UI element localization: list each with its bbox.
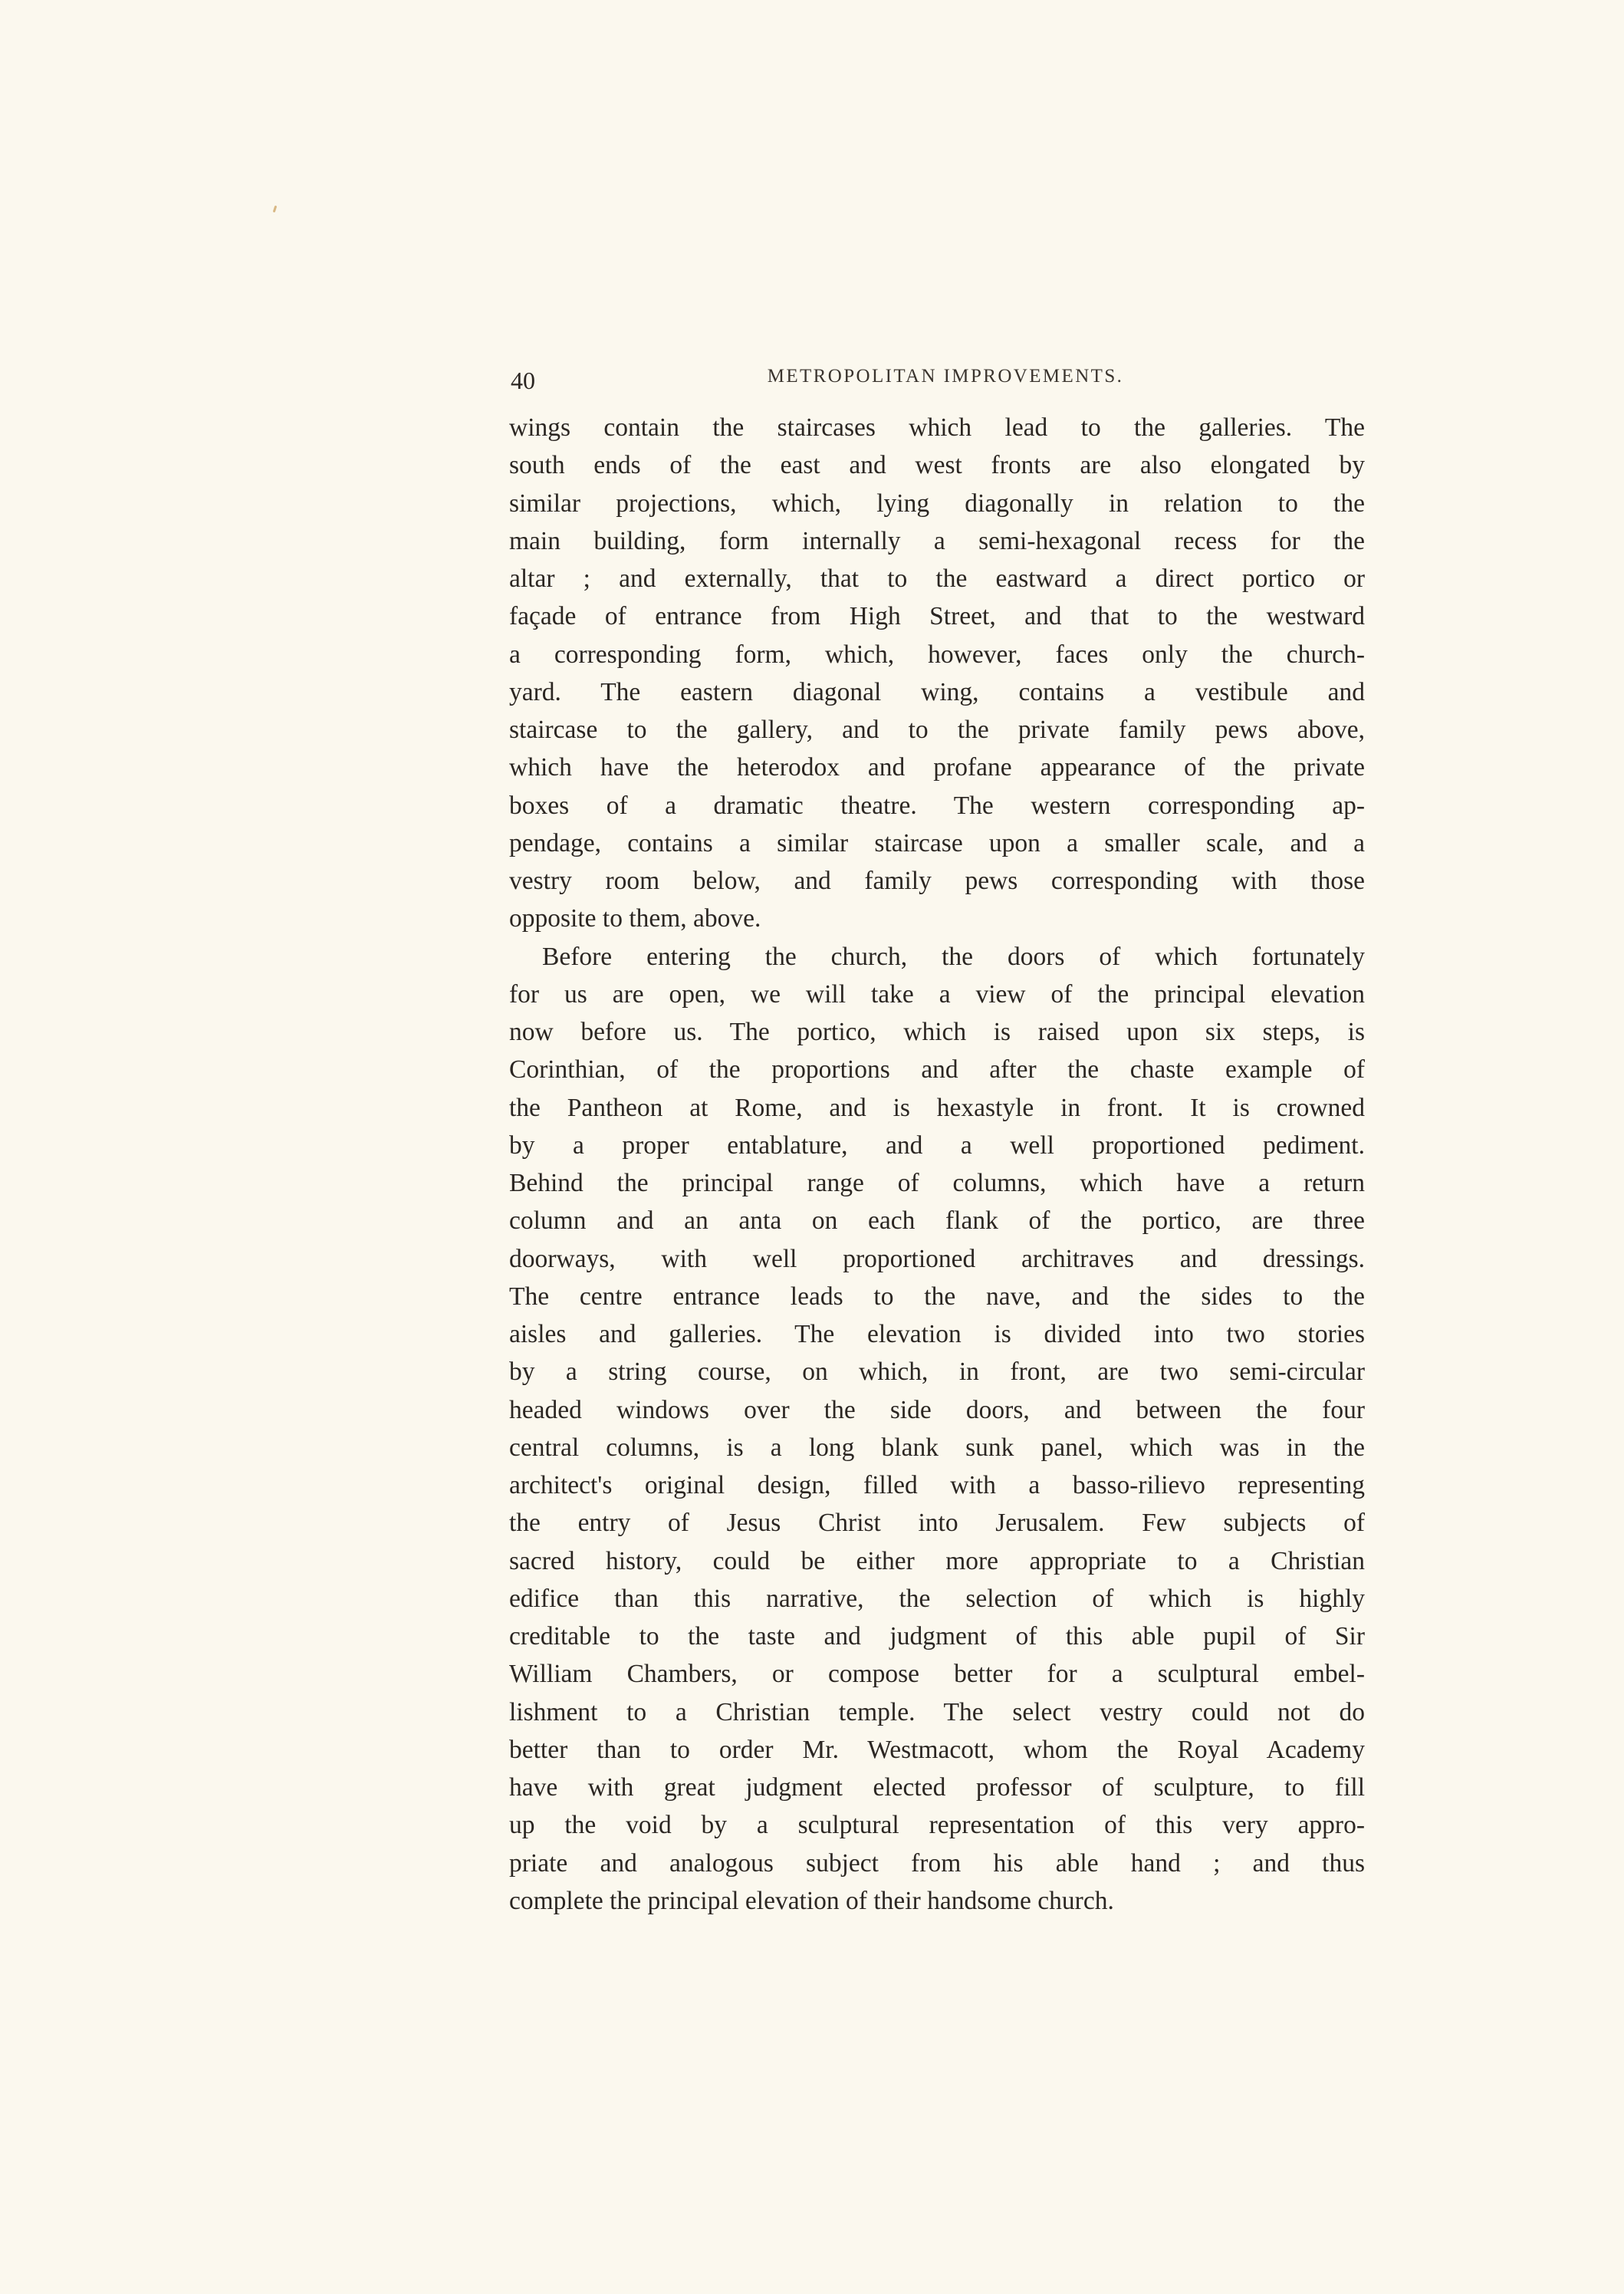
text-line: edifice than this narrative, the selection of which is highly: [509, 1584, 1365, 1613]
text-line: the Pantheon at Rome, and is hexastyle in front. It is crowned: [509, 1093, 1365, 1122]
text-line: a corresponding form, which, however, faces only the church-: [509, 640, 1365, 669]
text-line: priate and analogous subject from his able hand ; and thus: [509, 1848, 1365, 1878]
text-line: pendage, contains a similar staircase upon a smaller scale, and a: [509, 828, 1365, 857]
text-line: main building, form internally a semi-hexagonal recess for the: [509, 526, 1365, 555]
text-line: vestry room below, and family pews corresponding with those: [509, 867, 1365, 895]
text-line: Corinthian, of the proportions and after the chaste example of: [509, 1055, 1365, 1084]
text-line: central columns, is a long blank sunk panel, which was in the: [509, 1433, 1365, 1462]
text-line: architect's original design, filled with a basso-rilievo representing: [509, 1471, 1365, 1499]
text-line: staircase to the gallery, and to the private family pews above,: [509, 716, 1365, 744]
running-title: METROPOLITAN IMPROVEMENTS.: [767, 366, 1124, 387]
text-line: aisles and galleries. The elevation is divided into two stories: [509, 1320, 1365, 1348]
text-line: by a string course, on which, in front, are two semi-circular: [509, 1358, 1365, 1387]
text-line: column and an anta on each flank of the portico, are three: [509, 1206, 1365, 1236]
text-line: doorways, with well proportioned architraves and dressings.: [509, 1244, 1365, 1273]
text-line: south ends of the east and west fronts are also elongated by: [509, 451, 1365, 480]
text-line: the entry of Jesus Christ into Jerusalem. Few subjects of: [509, 1509, 1365, 1538]
text-line: for us are open, we will take a view of the principal elevation: [509, 979, 1365, 1009]
text-line: by a proper entablature, and a well proportioned pediment.: [509, 1131, 1365, 1160]
page-number: 40: [511, 367, 535, 394]
text-line: altar ; and externally, that to the eastward a direct portico or: [509, 564, 1365, 593]
text-line: now before us. The portico, which is raised upon six steps, is: [509, 1018, 1365, 1046]
text-line: yard. The eastern diagonal wing, contains a vestibule and: [509, 677, 1365, 706]
text-line: up the void by a sculptural representation of this very appro-: [509, 1811, 1365, 1840]
text-line: lishment to a Christian temple. The select vestry could not do: [509, 1697, 1365, 1726]
text-line: wings contain the staircases which lead to the galleries. The: [509, 413, 1365, 442]
paragraph-first-line: Before entering the church, the doors of which fortunately: [542, 942, 1365, 971]
text-line: Behind the principal range of columns, which have a return: [509, 1169, 1365, 1197]
body-text: [509, 409, 1365, 1920]
paragraph-end-line: complete the principal elevation of their handsome church.: [509, 1886, 1114, 1915]
text-line: similar projections, which, lying diagonally in relation to the: [509, 489, 1365, 518]
running-head: [511, 362, 1365, 393]
text-line: have with great judgment elected professor of sculpture, to fill: [509, 1773, 1365, 1802]
text-line: headed windows over the side doors, and between the four: [509, 1395, 1365, 1424]
text-line: better than to order Mr. Westmacott, whom the Royal Academy: [509, 1735, 1365, 1764]
text-line: creditable to the taste and judgment of this able pupil of Sir: [509, 1622, 1365, 1651]
paper-blemish: [273, 206, 278, 212]
text-line: boxes of a dramatic theatre. The western corresponding ap-: [509, 791, 1365, 820]
text-line: sacred history, could be either more appropriate to a Christian: [509, 1546, 1365, 1575]
text-line: The centre entrance leads to the nave, and the sides to the: [509, 1282, 1365, 1311]
text-line: façade of entrance from High Street, and that to the westward: [509, 602, 1365, 631]
paragraph-end-line: opposite to them, above.: [509, 904, 761, 933]
text-line: William Chambers, or compose better for a sculptural embel-: [509, 1660, 1365, 1689]
text-line: which have the heterodox and profane appearance of the private: [509, 753, 1365, 782]
